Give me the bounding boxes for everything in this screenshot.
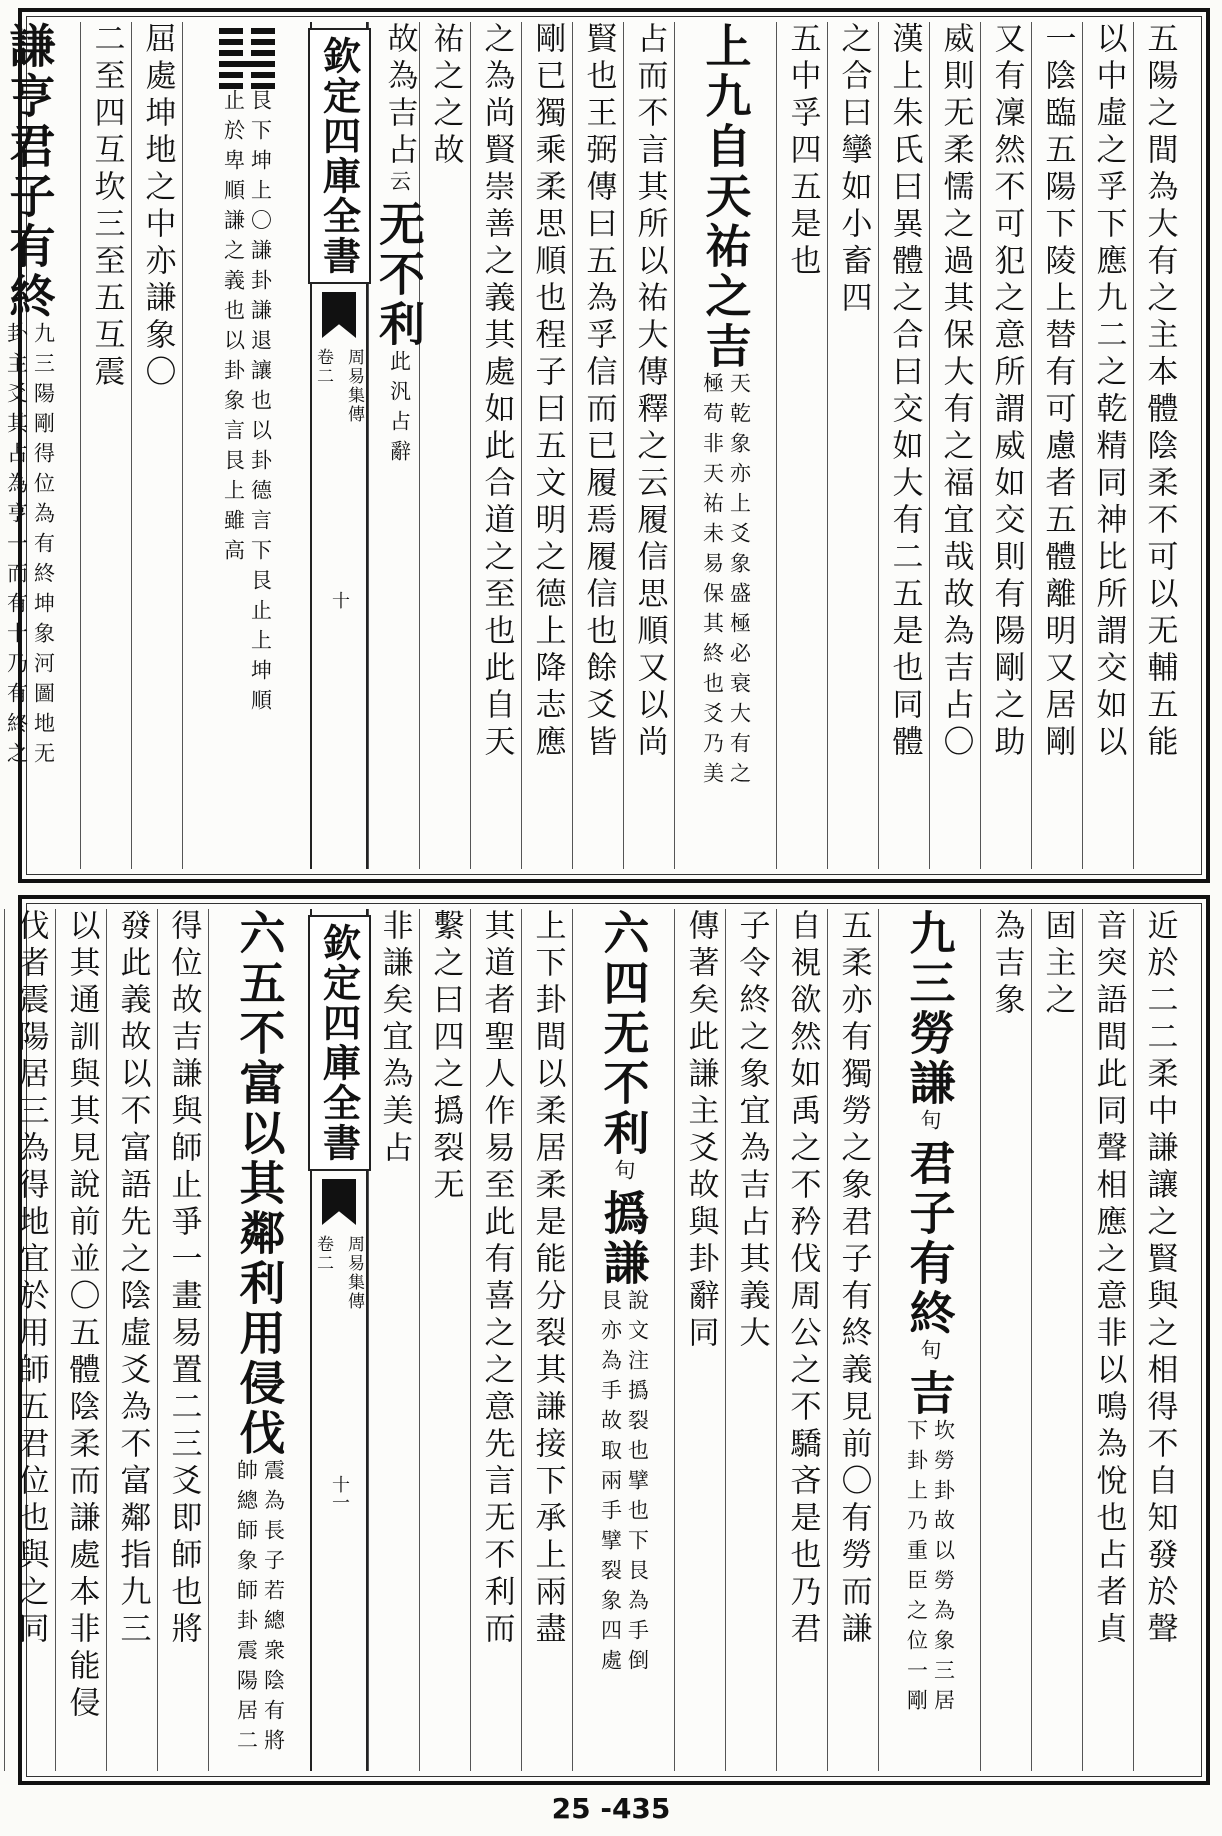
bottom-r3-text: 為吉象: [988, 909, 1025, 1020]
top-r13-text: 祐之之故: [427, 22, 464, 170]
top-r8-note-a: 天乾象亦上爻象盛極必衰大有之: [727, 372, 752, 792]
top-page-frame: [2, 8, 1210, 883]
bottom-r12-text: 繫之曰四之撝裂无: [427, 909, 464, 1205]
top-l2-heading: 謙亨: [2, 22, 57, 122]
bottom-r6-column: [776, 909, 827, 1771]
footer-page-number: 25 -435: [551, 1792, 671, 1825]
bottom-l1-column: [157, 909, 208, 1771]
bottom-r4-heading-2: 君子有終: [902, 1139, 957, 1339]
top-r8-column: [674, 22, 776, 869]
bottom-r6-text: 自視欲然如禹之不矜伐周公之不驕吝是也乃君: [784, 909, 821, 1649]
volume-label: 卷二: [313, 1235, 333, 1273]
volume-label: 卷二: [313, 348, 333, 386]
page-number: 十一: [329, 1475, 350, 1511]
bottom-l4-text: 伐者震陽居三為得地宜於用師五君位也與之同: [12, 909, 49, 1649]
center-band: [310, 909, 368, 1771]
book-title: 欽定四庫全書: [308, 28, 371, 284]
bottom-r8-column: [674, 909, 725, 1771]
bottom-r4-note: [906, 1419, 954, 1719]
top-l0-column: [131, 22, 182, 869]
bottom-r1-column: [1082, 909, 1133, 1771]
bottom-l0-note: [236, 1459, 284, 1759]
line-segment: [219, 72, 243, 78]
bottom-r13-column: [368, 909, 419, 1771]
bottom-columns: [12, 909, 1196, 1771]
bottom-r9-heading: 六四无不利: [596, 909, 651, 1159]
line-segment: [219, 50, 243, 56]
top-r3-text: 又有凜然不可犯之意所謂威如交則有陽剛之助: [988, 22, 1025, 762]
top-r12-column: [470, 22, 521, 869]
top-r11-column: [521, 22, 572, 869]
top-r6-column: [827, 22, 878, 869]
top-r9-text: 占而不言其所以祐大傳釋之云履信思順又以尚: [631, 22, 668, 762]
bottom-r1-text: 音突語間此同聲相應之意非以鳴為悅也占者貞: [1090, 909, 1127, 1649]
line-segment: [251, 39, 275, 45]
bottom-r4-sep-2: 句: [918, 1339, 942, 1369]
line-segment: [219, 61, 275, 67]
top-r14-text: 故為吉占: [381, 22, 418, 170]
bottom-l4-column: [4, 909, 55, 1771]
hexagram-line: [219, 61, 275, 67]
bottom-r4-note-b: 下卦上乃重臣之位一剛: [904, 1419, 929, 1719]
bottom-r4-heading-3: 吉: [902, 1369, 957, 1419]
bottom-r4-sep: 句: [918, 1109, 942, 1139]
bottom-r4-heading: 九三勞謙: [902, 909, 957, 1109]
hexagram-line: [219, 50, 275, 56]
top-l2-column: [0, 22, 80, 869]
bottom-r9-sep: 句: [612, 1159, 636, 1189]
bottom-l0-note-a: 震為長子若總衆陰有將: [261, 1459, 286, 1759]
volume-info: [311, 338, 367, 424]
top-r7-text: 五中孚四五是也: [784, 22, 821, 281]
bottom-r0-text: 近於二二柔中謙讓之賢與之相得不自知發於聲: [1141, 909, 1178, 1649]
line-segment: [251, 72, 275, 78]
top-r8-note-b: 極苟非天祐未易保其終也爻乃美: [700, 372, 725, 792]
bottom-r4-column: [878, 909, 980, 1771]
top-l0-text: 屈處坤地之中亦謙象〇: [139, 22, 176, 392]
top-r3-column: [980, 22, 1031, 869]
book-title: 欽定四庫全書: [308, 915, 371, 1171]
book-subtitle: 周易集傳: [344, 1235, 364, 1311]
line-segment: [219, 39, 243, 45]
top-r10-column: [572, 22, 623, 869]
top-r14-after-note: 此汎占辭: [387, 350, 412, 470]
book-subtitle: 周易集傳: [344, 348, 364, 424]
bottom-r9-note-b: 艮亦為手故取兩手擘裂象四處: [598, 1289, 623, 1679]
top-l1-text: 二至四互坎三至五互震: [88, 22, 125, 392]
top-r8-heading: 上九自天祐之吉: [698, 22, 753, 372]
top-l2-heading-2: 君子有終: [2, 122, 57, 322]
top-r14-lead-note: 云: [387, 170, 412, 200]
bottom-r10-text: 上下卦間以柔居柔是能分裂其謙接下承上兩盡: [529, 909, 566, 1649]
bottom-r3-column: [980, 909, 1031, 1771]
bottom-r9-note: [600, 1289, 648, 1679]
bottom-r9-column: [572, 909, 674, 1771]
top-r2-text: 一陰臨五陽下陵上替有可慮者五體離明又居剛: [1039, 22, 1076, 762]
top-r8-note: [702, 372, 750, 792]
top-r12-text: 之為尚賢崇善之義其處如此合道之至也此自天: [478, 22, 515, 762]
bottom-r12-column: [419, 909, 470, 1771]
bottom-page-frame: [12, 895, 1210, 1785]
top-r1-text: 以中虛之孚下應九二之乾精同神比所謂交如以: [1090, 22, 1127, 762]
top-r14-column: [368, 22, 429, 869]
top-r4-column: [929, 22, 980, 869]
top-r6-text: 之合曰攣如小畜四: [835, 22, 872, 318]
top-l2-note-2-b: 一而有十乃有終之: [4, 532, 29, 772]
bottom-r4-note-a: 坎勞卦故以勞為象三居: [931, 1419, 956, 1719]
top-l2-note-2: [6, 532, 54, 772]
bottom-l2-text: 發此義故以不富語先之陰虛爻為不富鄰指九三: [114, 909, 151, 1649]
hexagram-column: [182, 22, 310, 869]
top-r4-text: 威則无柔懦之過其保大有之福宜哉故為吉占〇: [937, 22, 974, 762]
bottom-l0-column: [208, 909, 310, 1771]
top-l1-column: [80, 22, 131, 869]
top-r14-heading: 无不利: [372, 200, 426, 350]
hexagram-line: [219, 72, 275, 78]
top-r11-text: 剛已獨乘柔思順也程子曰五文明之德上降志應: [529, 22, 566, 762]
bottom-r9-note-a: 說文注撝裂也擘也下艮為手倒: [625, 1289, 650, 1679]
top-columns: [2, 22, 1196, 869]
bottom-l0-heading: 六五不富以其鄰利用侵伐: [232, 909, 287, 1459]
top-r1-column: [1082, 22, 1133, 869]
bottom-r2-text: 固主之: [1039, 909, 1076, 1020]
bottom-r13-text: 非謙矣宜為美占: [376, 909, 413, 1168]
top-r0-text: 五陽之間為大有之主本體陰柔不可以无輔五能: [1141, 22, 1178, 762]
fishtail-mark: [322, 292, 356, 338]
fishtail-mark: [322, 1179, 356, 1225]
bottom-l5-column: [0, 909, 4, 1771]
page-number: 十: [329, 591, 350, 609]
top-r7-column: [776, 22, 827, 869]
top-r0-column: [1133, 22, 1184, 869]
bottom-r0-column: [1133, 909, 1184, 1771]
top-r2-column: [1031, 22, 1082, 869]
line-segment: [251, 50, 275, 56]
bottom-r2-column: [1031, 909, 1082, 1771]
bottom-r7-column: [725, 909, 776, 1771]
bottom-r11-text: 其道者聖人作易至此有喜之之意先言无不利而: [478, 909, 515, 1649]
top-l2-note-2-a: 有終坤象河圖地无: [31, 532, 56, 772]
hexagram-notes: [223, 89, 271, 719]
top-r5-column: [878, 22, 929, 869]
bottom-l3-column: [55, 909, 106, 1771]
bottom-r11-column: [470, 909, 521, 1771]
top-r5-text: 漢上朱氏曰異體之合曰交如大有二五是也同體: [886, 22, 923, 762]
hexagram-line: [219, 28, 275, 34]
top-r9-column: [623, 22, 674, 869]
bottom-r10-column: [521, 909, 572, 1771]
top-l2-note: [6, 322, 54, 532]
bottom-r5-column: [827, 909, 878, 1771]
hexagram-note-a: 艮下坤上〇謙卦謙退讓也以卦德言下艮止上坤順: [248, 89, 273, 719]
center-band: [310, 22, 368, 869]
top-l2-note-a: 九三陽剛得位為: [31, 322, 56, 532]
hexagram-note-b: 止於卑順謙之義也以卦象言艮上雖高: [221, 89, 246, 569]
bottom-l2-column: [106, 909, 157, 1771]
line-segment: [219, 28, 243, 34]
bottom-r9-heading-2: 撝謙: [596, 1189, 651, 1289]
top-r10-text: 賢也王弼傳曰五為孚信而已履焉履信也餘爻皆: [580, 22, 617, 762]
qian-hexagram-symbol: [219, 28, 275, 89]
bottom-r7-text: 子令終之象宜為吉占其義大: [733, 909, 770, 1353]
top-l2-note-b: 卦主爻其占為亨: [4, 322, 29, 532]
bottom-l1-text: 得位故吉謙與師止爭一畫易置二三爻即師也將: [165, 909, 202, 1649]
volume-info: [311, 1225, 367, 1311]
bottom-r5-text: 五柔亦有獨勞之象君子有終義見前〇有勞而謙: [835, 909, 872, 1649]
bottom-l0-note-b: 帥總師象師卦震陽居二: [234, 1459, 259, 1759]
hexagram-line: [219, 39, 275, 45]
bottom-l3-text: 以其通訓與其見說前並〇五體陰柔而謙處本非能侵: [63, 909, 100, 1723]
line-segment: [251, 28, 275, 34]
bottom-r8-text: 傳著矣此謙主爻故與卦辭同: [682, 909, 719, 1353]
